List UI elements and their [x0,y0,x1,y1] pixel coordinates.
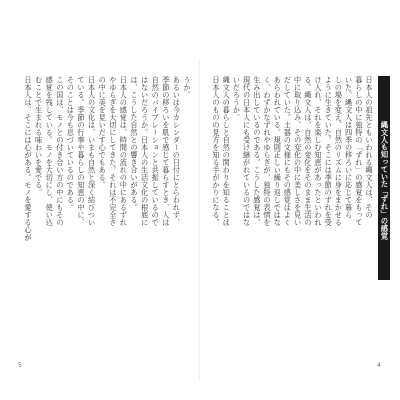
text-column: しの場を変え、自然のリズムに身をまかせる [334,76,344,226]
page-gutter [199,60,200,380]
text-column: は、こうした自然との響き合いがある。 [130,76,139,211]
text-column: この国は、モノとの付き合い方の中にもその [55,76,65,226]
text-column: 日本人の祖先ともいわれる縄文人は、その [365,76,374,219]
text-column: だしていた。土器の文様にもその感覚はよく [283,76,293,226]
left-page [14,76,194,358]
text-column: 日本人の文化は、いまも自然と深く結びつい [87,76,97,226]
section-heading: 縄文人も知っていた「ずれ」の感覚 [378,76,390,280]
text-column: 生み出しているのである。こうした感覚は、 [252,76,262,226]
text-column: 縄文人の暮らしと自然の関わりを知ることは [222,76,232,226]
right-page [210,76,390,358]
text-column: 中に取り込み、その変化の中に美しさを見い [293,76,303,226]
text-column: け入れ、それを楽しむ知恵があったといわれ [314,76,323,226]
text-column: る。縄文人は、自然の変化をそのまま生活の [303,76,313,226]
text-column: あるいは今カレンダーの日付にとらわれず、 [172,76,182,226]
text-column: く、わずかなずれやゆらぎが、独特の表情を [263,76,272,226]
text-column: 感覚を残している。モノを大切にし、使い込 [45,76,55,226]
text-column: そのことは今も息づいているのである。 [66,76,76,211]
text-column: 日本人の感覚は、時間の流れの中にあるずれ [119,76,129,226]
text-column: うか。 [183,76,192,99]
text-column: 日本人のものの見方を知る手がかりになる。 [212,76,221,226]
text-column: やゆらぎを大切にしてきた。それは不完全さ [108,76,118,226]
text-column: ている。季節の行事や暮らしの知恵の中に、 [77,76,86,226]
text-column: いだろうか。 [232,76,242,121]
text-column: 自然のバイブレーションと共振しているので [151,76,161,226]
text-column: の中に美を見いだす心でもある。 [98,76,108,189]
text-column: はないだろうか。日本人の生活文化の根底に [140,76,150,226]
text-column: むことで生まれる味わいを愛でる。 [34,76,44,196]
text-column: いた。縄文人は四季の移ろいに応じて暮ら [344,76,354,219]
text-column: 季節の移ろいを肌で感じて暮らすとき、人は [161,76,171,226]
text-column: 暮らしの中に独特の「ずれ」の感覚をもって [354,76,364,226]
page-number-right: 4 [377,362,381,369]
text-column: 日本人は、そこには心がある。モノを愛する心が [24,76,33,241]
text-column: ように生きていた。そこには季節のずれを受 [324,76,334,226]
page-number-left: 5 [18,362,22,369]
text-column: 現代の日本人にも受け継がれているのではな [242,76,252,226]
text-column: あらわれている。規則正しい繰り返しではな [273,76,283,226]
